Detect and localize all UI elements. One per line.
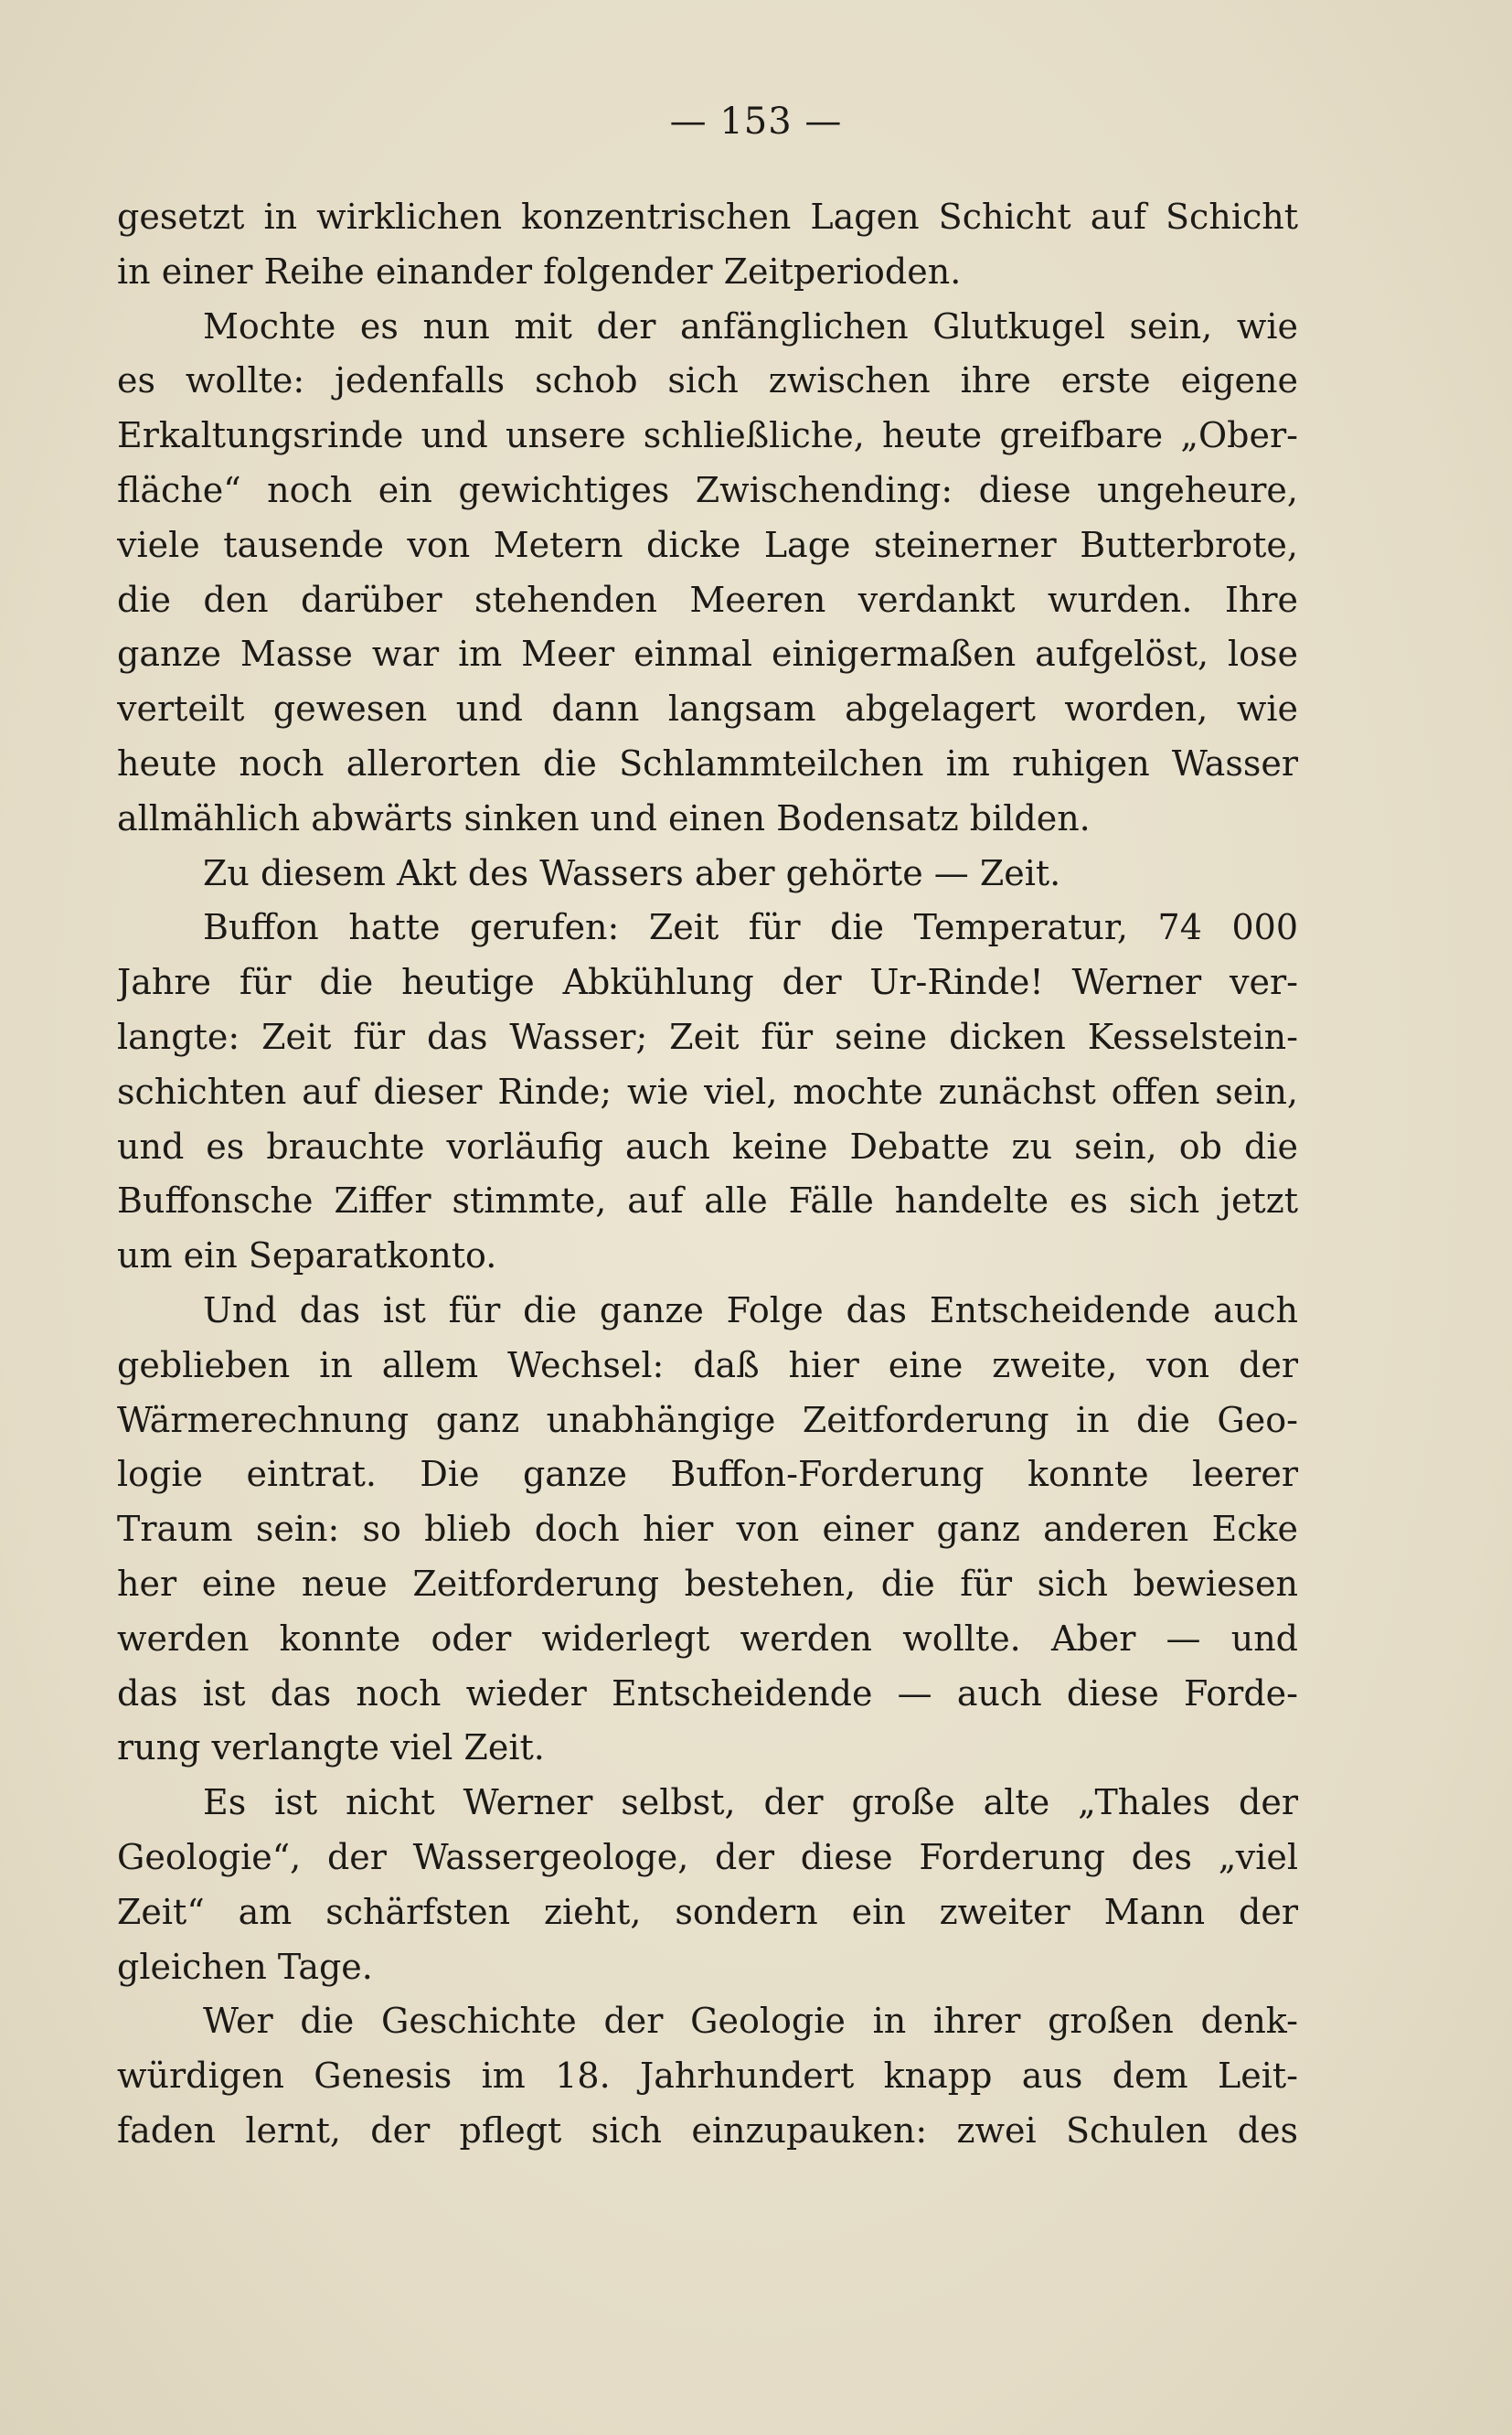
- text-line: Buffonsche Ziffer stimmte, auf alle Fälle handelte es sich jetzt: [117, 1180, 1298, 1222]
- text-line: Erkaltungsrinde und unsere schließliche, heute greifbare „Ober-: [117, 415, 1298, 456]
- text-line: gleichen Tage.: [117, 1946, 373, 1987]
- text-line: Geologie“, der Wassergeologe, der diese Forderung des „viel: [117, 1836, 1298, 1877]
- text-line: um ein Separatkonto.: [117, 1235, 497, 1276]
- text-line: allmählich abwärts sinken und einen Bodensatz bilden.: [117, 797, 1091, 838]
- text-line: und es brauchte vorläufig auch keine Debatte zu sein, ob die: [117, 1126, 1298, 1167]
- text-line: Und das ist für die ganze Folge das Entscheidende auch: [203, 1289, 1298, 1330]
- text-line: Traum sein: so blieb doch hier von einer ganz anderen Ecke: [117, 1509, 1298, 1550]
- text-line: Es ist nicht Werner selbst, der große alte „Thales der: [203, 1782, 1298, 1823]
- text-line: die den darüber stehenden Meeren verdankt wurden. Ihre: [117, 579, 1298, 620]
- text-line: fläche“ noch ein gewichtiges Zwischending: diese ungeheure,: [117, 469, 1298, 510]
- text-line: Mochte es nun mit der anfänglichen Glutkugel sein, wie: [203, 305, 1298, 347]
- text-line: das ist das noch wieder Entscheidende — auch diese Forde-: [117, 1672, 1298, 1714]
- text-line: langte: Zeit für das Wasser; Zeit für seine dicken Kesselstein-: [117, 1016, 1298, 1057]
- body-text: [117, 190, 1298, 2159]
- text-line: ganze Masse war im Meer einmal einigermaßen aufgelöst, lose: [117, 634, 1298, 675]
- text-line: Buffon hatte gerufen: Zeit für die Temperatur, 74 000: [203, 907, 1298, 948]
- page-number: — 153 —: [669, 101, 843, 143]
- text-line: Zu diesem Akt des Wassers aber gehörte — Zeit.: [203, 852, 1061, 893]
- text-line: Wer die Geschichte der Geologie in ihrer großen denk-: [203, 2001, 1298, 2042]
- text-line: gesetzt in wirklichen konzentrischen Lagen Schicht auf Schicht: [117, 197, 1298, 237]
- text-line: schichten auf dieser Rinde; wie viel, mochte zunächst offen sein,: [117, 1071, 1298, 1112]
- text-line: in einer Reihe einander folgender Zeitperioden.: [117, 251, 962, 292]
- text-line: würdigen Genesis im 18. Jahrhundert knapp aus dem Leit-: [117, 2056, 1298, 2097]
- text-line: heute noch allerorten die Schlammteilchen im ruhigen Wasser: [117, 742, 1298, 784]
- text-line: Jahre für die heutige Abkühlung der Ur-Rinde! Werner ver-: [117, 962, 1298, 1003]
- text-line: her eine neue Zeitforderung bestehen, die für sich bewiesen: [117, 1563, 1298, 1604]
- text-line: werden konnte oder widerlegt werden wollte. Aber — und: [117, 1618, 1298, 1659]
- text-line: faden lernt, der pflegt sich einzupauken: zwei Schulen des: [117, 2109, 1298, 2151]
- text-line: viele tausende von Metern dicke Lage steinerner Butterbrote,: [117, 524, 1298, 565]
- text-line: Zeit“ am schärfsten zieht, sondern ein zweiter Mann der: [117, 1891, 1298, 1932]
- text-line: geblieben in allem Wechsel: daß hier eine zweite, von der: [117, 1344, 1298, 1385]
- text-line: Wärmerechnung ganz unabhängige Zeitforderung in die Geo-: [117, 1399, 1298, 1440]
- text-line: es wollte: jedenfalls schob sich zwischen ihre erste eigene: [117, 360, 1298, 401]
- text-line: verteilt gewesen und dann langsam abgelagert worden, wie: [117, 689, 1298, 730]
- text-line: rung verlangte viel Zeit.: [117, 1727, 545, 1768]
- text-line: logie eintrat. Die ganze Buffon-Forderung konnte leerer: [117, 1454, 1298, 1495]
